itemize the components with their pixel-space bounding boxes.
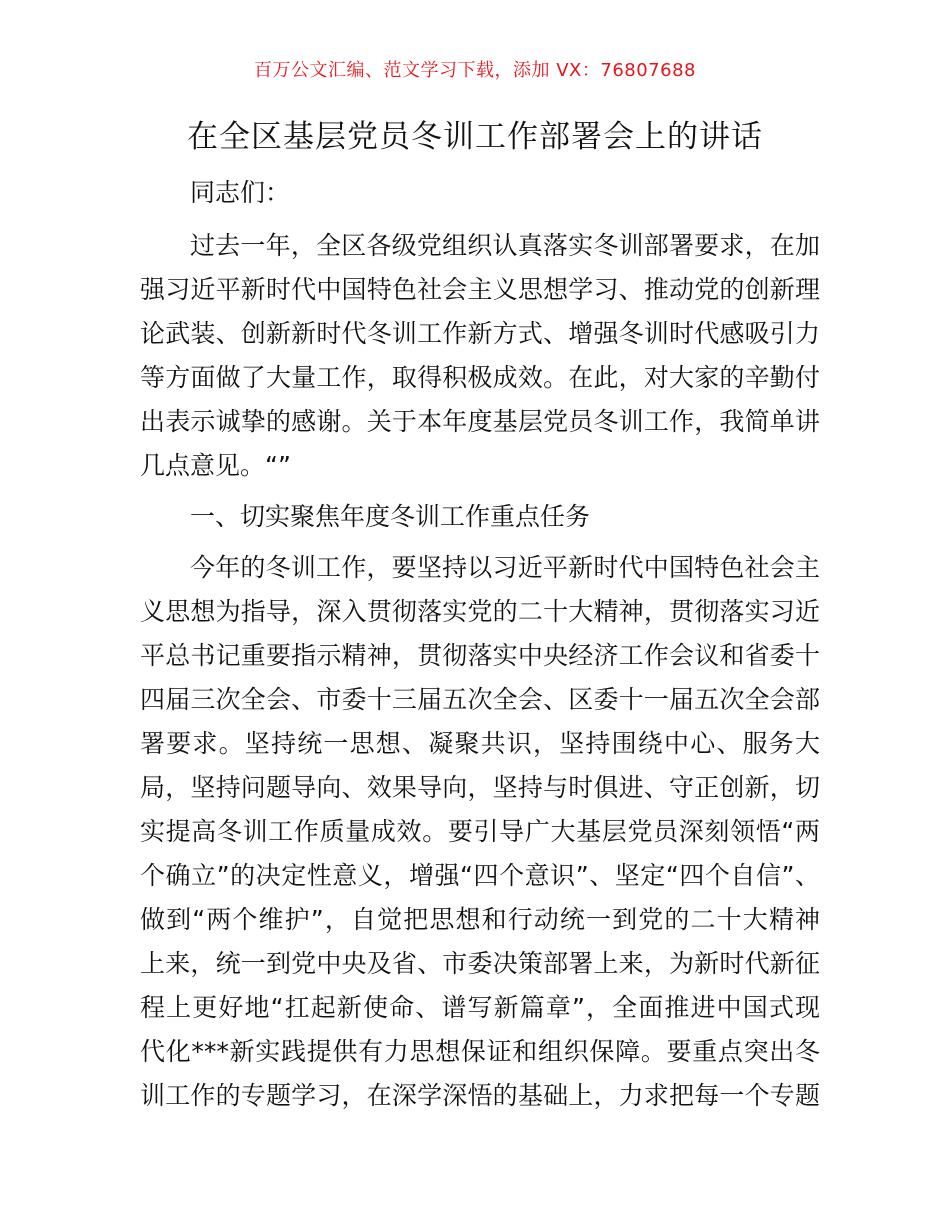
paragraph-1-line: 几点意见。“” (140, 451, 291, 480)
paragraph-1-line: 过去一年，全区各级党组织认真落实冬训部署要求，在加 (190, 231, 820, 260)
section-heading: 一、切实聚焦年度冬训工作重点任务 (190, 502, 591, 531)
document-title: 在全区基层党员冬训工作部署会上的讲话 (187, 119, 763, 155)
salutation: 同志们： (190, 178, 291, 207)
paragraph-2-line: 实提高冬训工作质量成效。要引导广大基层党员深刻领悟“两 (140, 817, 820, 846)
paragraph-2-line: 训工作的专题学习，在深学深悟的基础上，力求把每一个专题 (140, 1081, 820, 1110)
paragraph-2-line: 义思想为指导，深入贯彻落实党的二十大精神，贯彻落实习近 (140, 597, 820, 626)
paragraph-1-line: 出表示诚挚的感谢。关于本年度基层党员冬训工作，我简单讲 (140, 407, 820, 436)
paragraph-2-line: 代化***新实践提供有力思想保证和组织保障。要重点突出冬 (140, 1037, 820, 1066)
paragraph-1-line: 强习近平新时代中国特色社会主义思想学习、推动党的创新理 (140, 275, 820, 304)
paragraph-2-line: 平总书记重要指示精神，贯彻落实中央经济工作会议和省委十 (140, 641, 820, 670)
paragraph-2-line: 四届三次全会、市委十三届五次全会、区委十一届五次全会部 (140, 685, 820, 714)
paragraph-2-line: 做到“两个维护”，自觉把思想和行动统一到党的二十大精神 (140, 905, 820, 934)
header-promo-note: 百万公文汇编、范文学习下载，添加 VX：76807688 (254, 60, 696, 81)
paragraph-2-line: 程上更好地“扛起新使命、谱写新篇章”，全面推进中国式现 (140, 993, 820, 1022)
paragraph-1-line: 论武装、创新新时代冬训工作新方式、增强冬训时代感吸引力 (140, 319, 820, 348)
paragraph-2-line: 上来，统一到党中央及省、市委决策部署上来，为新时代新征 (140, 949, 820, 978)
paragraph-2-line: 局，坚持问题导向、效果导向，坚持与时俱进、守正创新，切 (140, 773, 820, 802)
paragraph-2-line: 个确立”的决定性意义，增强“四个意识”、坚定“四个自信”、 (140, 861, 820, 890)
paragraph-2-line: 署要求。坚持统一思想、凝聚共识，坚持围绕中心、服务大 (140, 729, 820, 758)
paragraph-2-line: 今年的冬训工作，要坚持以习近平新时代中国特色社会主 (190, 553, 820, 582)
paragraph-1-line: 等方面做了大量工作，取得积极成效。在此，对大家的辛勤付 (140, 363, 820, 392)
